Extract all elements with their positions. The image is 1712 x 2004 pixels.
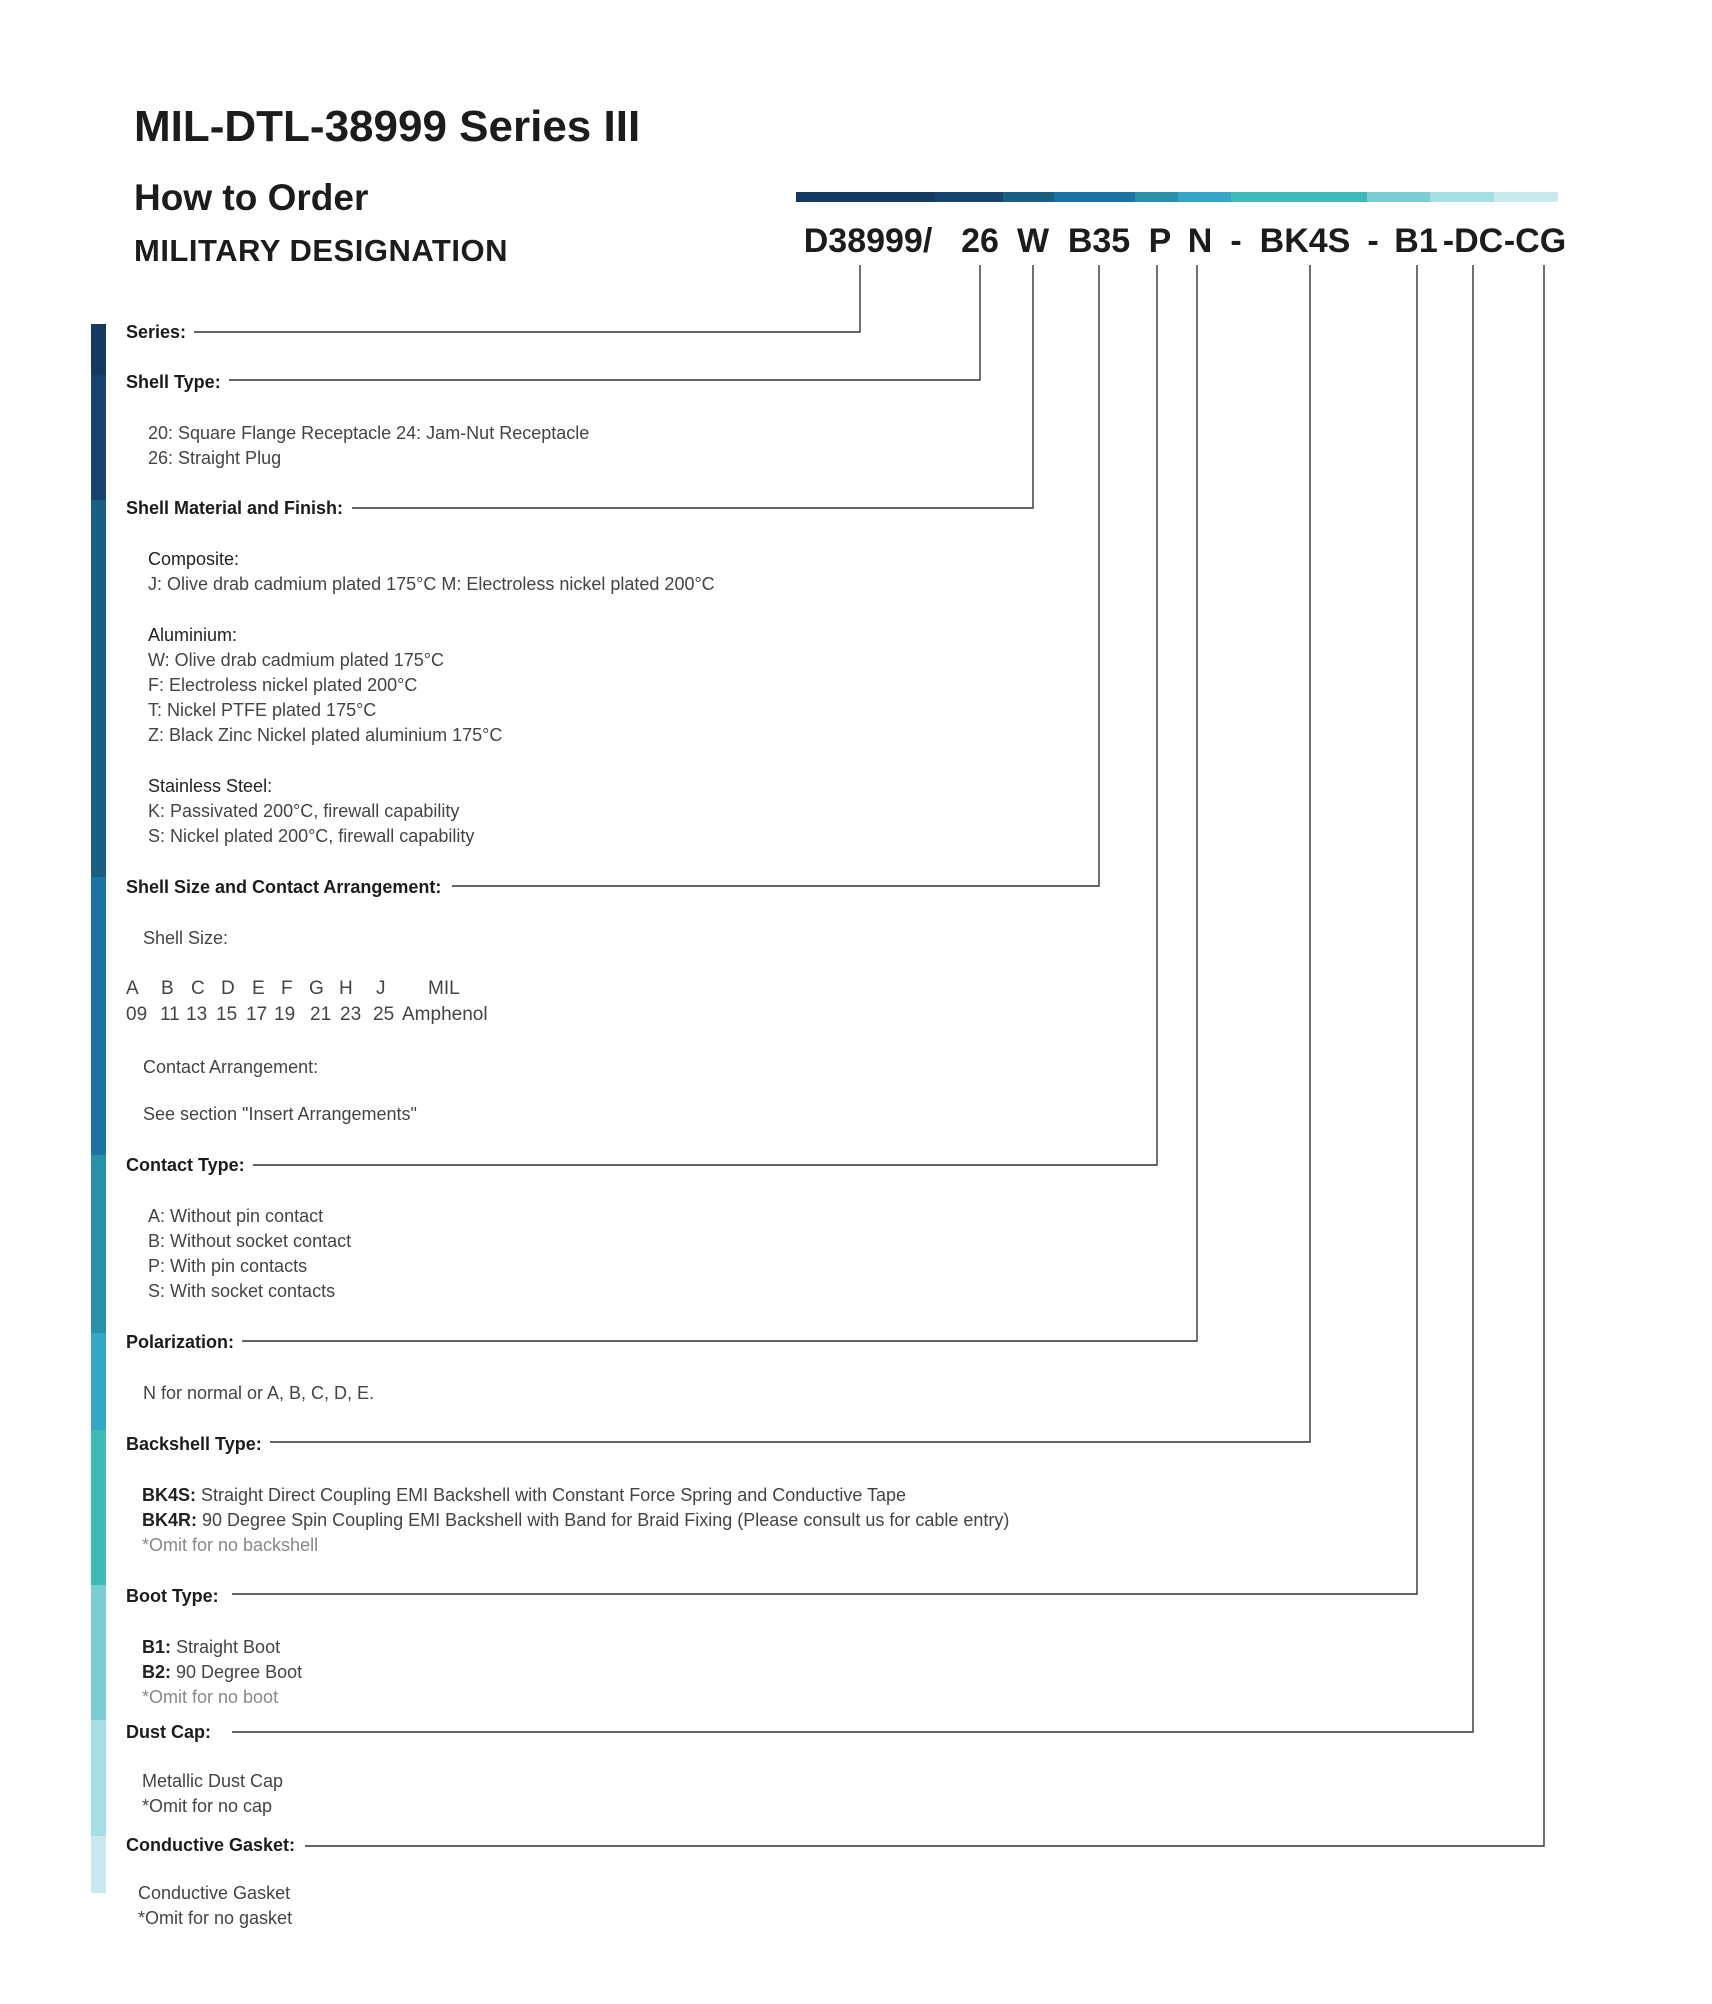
leader-line <box>232 265 1417 1594</box>
aluminium-line: T: Nickel PTFE plated 175°C <box>148 700 377 720</box>
code-part-shell-type: 26 <box>961 222 999 260</box>
leader-line <box>228 265 980 380</box>
shell-type-line: 26: Straight Plug <box>148 448 282 468</box>
sidebar-segment <box>91 1155 106 1333</box>
sidebar-segment <box>91 1585 106 1720</box>
code-part-shell-size: B35 <box>1067 222 1131 260</box>
section-gasket-label: Conductive Gasket: <box>126 1834 303 1856</box>
code-part-backshell: BK4S <box>1259 222 1351 260</box>
shell-size-letter: B <box>161 978 174 999</box>
polarization-line: N for normal or A, B, C, D, E. <box>143 1383 375 1403</box>
code-part-series: D38999/ <box>803 222 933 260</box>
steel-line: K: Passivated 200°C, firewall capability <box>148 801 460 821</box>
gasket-line: Conductive Gasket <box>138 1883 291 1903</box>
gasket-omit-note: *Omit for no gasket <box>138 1908 293 1928</box>
shell-size-number: 23 <box>340 1004 362 1025</box>
backshell-item: BK4R: 90 Degree Spin Coupling EMI Backshell with Band for Braid Fixing (Please consult us for cable entry) <box>142 1510 1010 1530</box>
contact-type-line: B: Without socket contact <box>148 1231 352 1251</box>
code-part-dust-cap: -DC <box>1442 222 1504 260</box>
code-part-material: W <box>1016 222 1050 260</box>
code-part-polarization: N <box>1187 222 1213 260</box>
color-bar-segment <box>1135 192 1178 202</box>
sidebar-segment <box>91 1430 106 1585</box>
aluminium-line: Z: Black Zinc Nickel plated aluminium 175°C <box>148 725 503 745</box>
sidebar-segment <box>91 500 106 877</box>
boot-item: B1: Straight Boot <box>142 1637 281 1657</box>
code-part-contact-type: P <box>1148 222 1172 260</box>
sidebar-segment <box>91 877 106 1155</box>
shell-size-number: 11 <box>160 1004 180 1025</box>
contact-type-line: P: With pin contacts <box>148 1256 308 1276</box>
dust-cap-line: Metallic Dust Cap <box>142 1771 284 1791</box>
leader-line <box>190 265 860 332</box>
shell-size-letter: H <box>339 978 353 999</box>
sidebar-segment <box>91 1720 106 1836</box>
leader-line <box>305 265 1544 1846</box>
color-bar-segment <box>1494 192 1558 202</box>
dust-cap-omit-note: *Omit for no cap <box>142 1796 273 1816</box>
contact-arrangement-note: See section "Insert Arrangements" <box>143 1104 417 1124</box>
backshell-omit-note: *Omit for no backshell <box>142 1535 319 1555</box>
section-dust-cap-label: Dust Cap: <box>126 1721 219 1743</box>
shell-size-number: 09 <box>126 1004 148 1025</box>
leader-line <box>352 265 1033 508</box>
sidebar-segment <box>91 1333 106 1430</box>
shell-size-letter: E <box>252 978 265 999</box>
shell-size-number: Amphenol <box>402 1004 488 1025</box>
backshell-item: BK4S: Straight Direct Coupling EMI Backshell with Constant Force Spring and Conductive Tape <box>142 1485 907 1505</box>
boot-item: B2: 90 Degree Boot <box>142 1662 303 1682</box>
shell-size-number: 13 <box>186 1004 208 1025</box>
color-bar-segment <box>1178 192 1231 202</box>
shell-size-number: 21 <box>310 1004 332 1025</box>
shell-size-letter: MIL <box>428 978 460 999</box>
steel-heading: Stainless Steel: <box>148 776 273 796</box>
section-boot-label: Boot Type: <box>126 1585 227 1607</box>
color-bar-segment <box>1231 192 1367 202</box>
shell-size-number: 15 <box>216 1004 238 1025</box>
code-part-dash: - <box>1230 222 1242 260</box>
shell-size-heading: Shell Size: <box>143 928 229 948</box>
code-part-dash: - <box>1367 222 1379 260</box>
sidebar-segment <box>91 375 106 500</box>
section-backshell-label: Backshell Type: <box>126 1433 270 1455</box>
shell-size-letter: F <box>281 978 293 999</box>
composite-heading: Composite: <box>148 549 240 569</box>
contact-type-line: S: With socket contacts <box>148 1281 336 1301</box>
contact-type-line: A: Without pin contact <box>148 1206 324 1226</box>
shell-size-number: 17 <box>246 1004 268 1025</box>
code-part-gasket: -CG <box>1503 222 1567 260</box>
color-bar-segment <box>1430 192 1494 202</box>
section-shell-size-label: Shell Size and Contact Arrangement: <box>126 876 449 898</box>
sidebar-segment <box>91 1836 106 1893</box>
aluminium-heading: Aluminium: <box>148 625 238 645</box>
code-part-boot: B1 <box>1394 222 1438 260</box>
shell-size-letter: G <box>309 978 324 999</box>
designation-label: MILITARY DESIGNATION <box>134 233 508 268</box>
section-shell-material-label: Shell Material and Finish: <box>126 497 351 519</box>
section-polarization-label: Polarization: <box>126 1331 242 1353</box>
leader-line <box>253 265 1157 1165</box>
shell-type-line: 20: Square Flange Receptacle 24: Jam-Nut Receptacle <box>148 423 590 443</box>
steel-line: S: Nickel plated 200°C, firewall capability <box>148 826 475 846</box>
color-bar-segment <box>935 192 1003 202</box>
color-bar-segment <box>1054 192 1135 202</box>
sidebar-segment <box>91 324 106 375</box>
aluminium-line: F: Electroless nickel plated 200°C <box>148 675 418 695</box>
shell-size-letter: D <box>221 978 235 999</box>
color-bar-segment <box>1367 192 1430 202</box>
section-series-label: Series: <box>126 321 194 343</box>
page-title: MIL-DTL-38999 Series III <box>134 102 641 151</box>
shell-size-letter: C <box>191 978 205 999</box>
aluminium-line: W: Olive drab cadmium plated 175°C <box>148 650 444 670</box>
section-contact-type-label: Contact Type: <box>126 1154 253 1176</box>
shell-size-number: 19 <box>274 1004 296 1025</box>
section-shell-type-label: Shell Type: <box>126 371 229 393</box>
boot-omit-note: *Omit for no boot <box>142 1687 279 1707</box>
shell-size-letter: A <box>126 978 139 999</box>
shell-size-number: 25 <box>373 1004 395 1025</box>
color-bar-segment <box>1003 192 1054 202</box>
shell-size-letter: J <box>376 978 386 999</box>
composite-line: J: Olive drab cadmium plated 175°C M: Electroless nickel plated 200°C <box>148 574 715 594</box>
color-bar-segment <box>796 192 935 202</box>
page-subtitle: How to Order <box>134 177 369 218</box>
contact-arrangement-heading: Contact Arrangement: <box>143 1057 319 1077</box>
